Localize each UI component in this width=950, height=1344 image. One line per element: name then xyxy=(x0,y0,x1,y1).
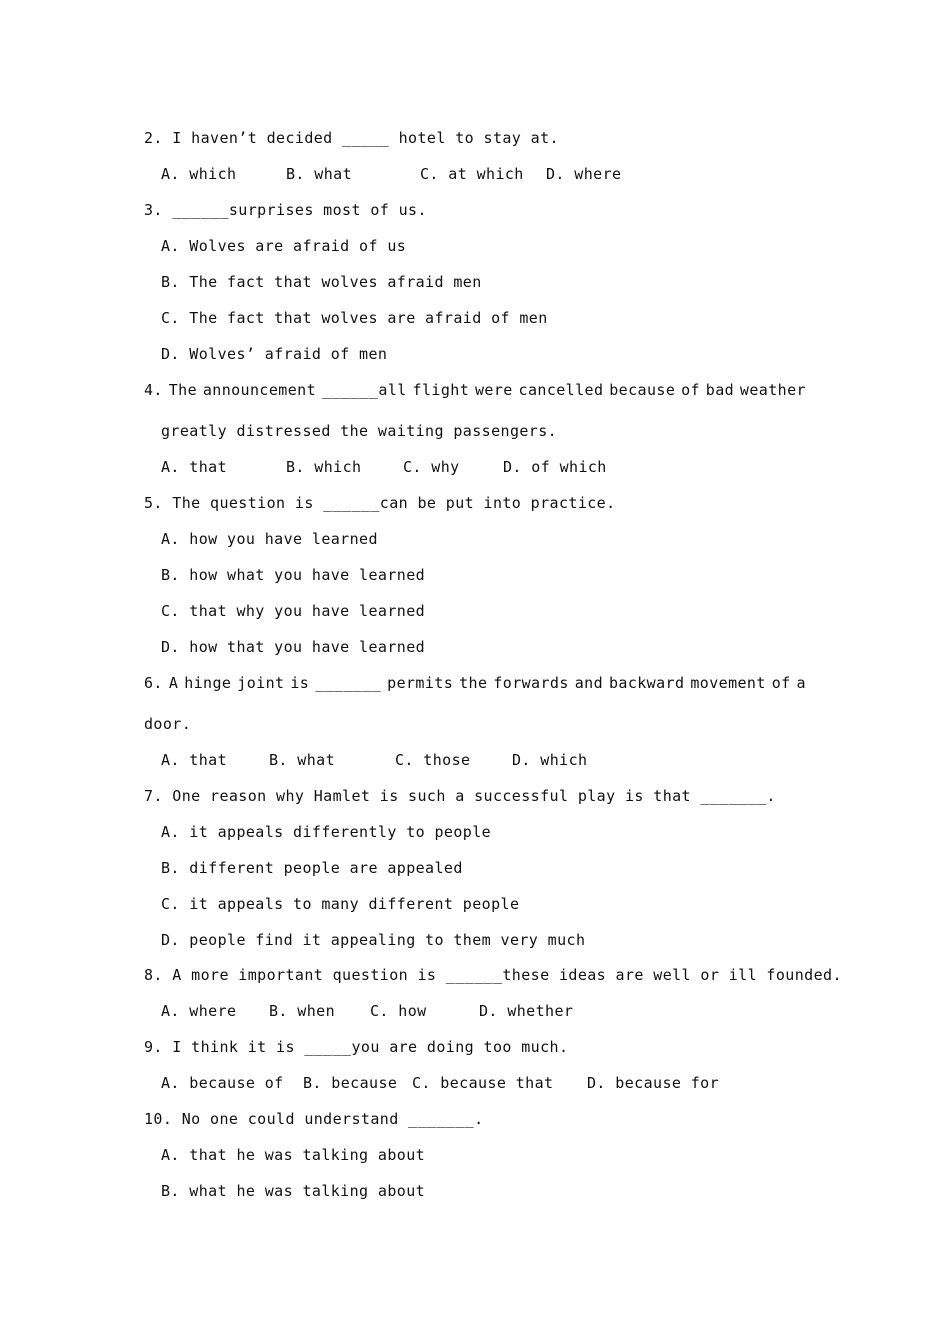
question-6-option-a: A. that xyxy=(161,751,228,769)
question-5-option-a: A. how you have learned xyxy=(161,530,378,548)
stem-word: movement xyxy=(690,674,766,692)
stem-word: hinge xyxy=(184,674,232,692)
stem-word: a xyxy=(796,674,806,692)
stem-word: of xyxy=(681,381,700,399)
question-3-option-a: A. Wolves are afraid of us xyxy=(161,237,407,255)
question-7-option-c: C. it appeals to many different people xyxy=(161,895,520,913)
question-9-option-c: C. because that xyxy=(412,1074,554,1092)
stem-word: announcement xyxy=(202,381,316,399)
question-9-options xyxy=(161,1074,719,1092)
question-4-option-d: D. of which xyxy=(503,458,607,476)
question-8-option-d: D. whether xyxy=(479,1002,574,1020)
stem-word: ______all xyxy=(321,381,407,399)
question-4-stem xyxy=(144,381,806,399)
question-3-option-c: C. The fact that wolves are afraid of men xyxy=(161,309,548,327)
question-9-stem: 9. I think it is _____you are doing too much. xyxy=(144,1038,569,1056)
stem-word: 6. xyxy=(144,674,163,692)
stem-word: bad xyxy=(705,381,735,399)
question-10-stem: 10. No one could understand _______. xyxy=(144,1110,484,1128)
question-10-option-a: A. that he was talking about xyxy=(161,1146,426,1164)
question-2-option-d: D. where xyxy=(546,165,622,183)
question-9-option-b: B. because xyxy=(303,1074,398,1092)
question-7-stem: 7. One reason why Hamlet is such a successful play is that _______. xyxy=(144,787,776,805)
question-7-option-a: A. it appeals differently to people xyxy=(161,823,492,841)
stem-word: and xyxy=(574,674,604,692)
question-2-option-c: C. at which xyxy=(420,165,524,183)
question-8-option-a: A. where xyxy=(161,1002,237,1020)
stem-word: because xyxy=(609,381,676,399)
question-6-stem xyxy=(144,674,806,692)
stem-word: A xyxy=(168,674,179,692)
question-8-option-c: C. how xyxy=(370,1002,427,1020)
question-6-option-d: D. which xyxy=(512,751,588,769)
stem-word: flight xyxy=(412,381,470,399)
stem-word: weather xyxy=(739,381,806,399)
stem-word: is xyxy=(290,674,310,692)
stem-word: of xyxy=(771,674,791,692)
question-6-option-b: B. what xyxy=(269,751,336,769)
question-7-option-b: B. different people are appealed xyxy=(161,859,463,877)
question-2-options xyxy=(161,165,621,183)
stem-word: the xyxy=(459,674,488,692)
stem-word: _______ xyxy=(315,674,382,692)
question-3-option-d: D. Wolves’ afraid of men xyxy=(161,345,388,363)
stem-word: The xyxy=(168,381,197,399)
question-2-option-b: B. what xyxy=(286,165,353,183)
stem-word: cancelled xyxy=(518,381,604,399)
stem-word: backward xyxy=(608,674,685,692)
question-8-options xyxy=(161,1002,573,1020)
question-4-option-a: A. that xyxy=(161,458,228,476)
question-6-options xyxy=(161,751,587,769)
question-5-option-c: C. that why you have learned xyxy=(161,602,426,620)
question-2-stem: 2. I haven’t decided _____ hotel to stay at. xyxy=(144,129,559,147)
question-6-stem-continued: door. xyxy=(144,715,192,733)
question-5-stem: 5. The question is ______can be put into practice. xyxy=(144,494,616,512)
question-3-stem: 3. ______surprises most of us. xyxy=(144,201,427,219)
question-5-option-b: B. how what you have learned xyxy=(161,566,426,584)
stem-word: 4. xyxy=(144,381,163,399)
question-4-options xyxy=(161,458,607,476)
question-10-option-b: B. what he was talking about xyxy=(161,1182,426,1200)
stem-word: were xyxy=(474,381,513,399)
question-4-stem-continued: greatly distressed the waiting passengers. xyxy=(161,422,558,440)
question-8-stem: 8. A more important question is ______these ideas are well or ill founded. xyxy=(144,966,842,984)
question-9-option-d: D. because for xyxy=(587,1074,720,1092)
question-6-option-c: C. those xyxy=(395,751,471,769)
stem-word: joint xyxy=(237,674,285,692)
question-9-option-a: A. because of xyxy=(161,1074,284,1092)
question-7-option-d: D. people find it appealing to them very much xyxy=(161,931,586,949)
question-2-option-a: A. which xyxy=(161,165,237,183)
stem-word: permits xyxy=(387,674,454,692)
question-8-option-b: B. when xyxy=(269,1002,336,1020)
question-4-option-c: C. why xyxy=(403,458,460,476)
question-4-option-b: B. which xyxy=(286,458,362,476)
question-3-option-b: B. The fact that wolves afraid men xyxy=(161,273,482,291)
question-5-option-d: D. how that you have learned xyxy=(161,638,426,656)
stem-word: forwards xyxy=(493,674,569,692)
